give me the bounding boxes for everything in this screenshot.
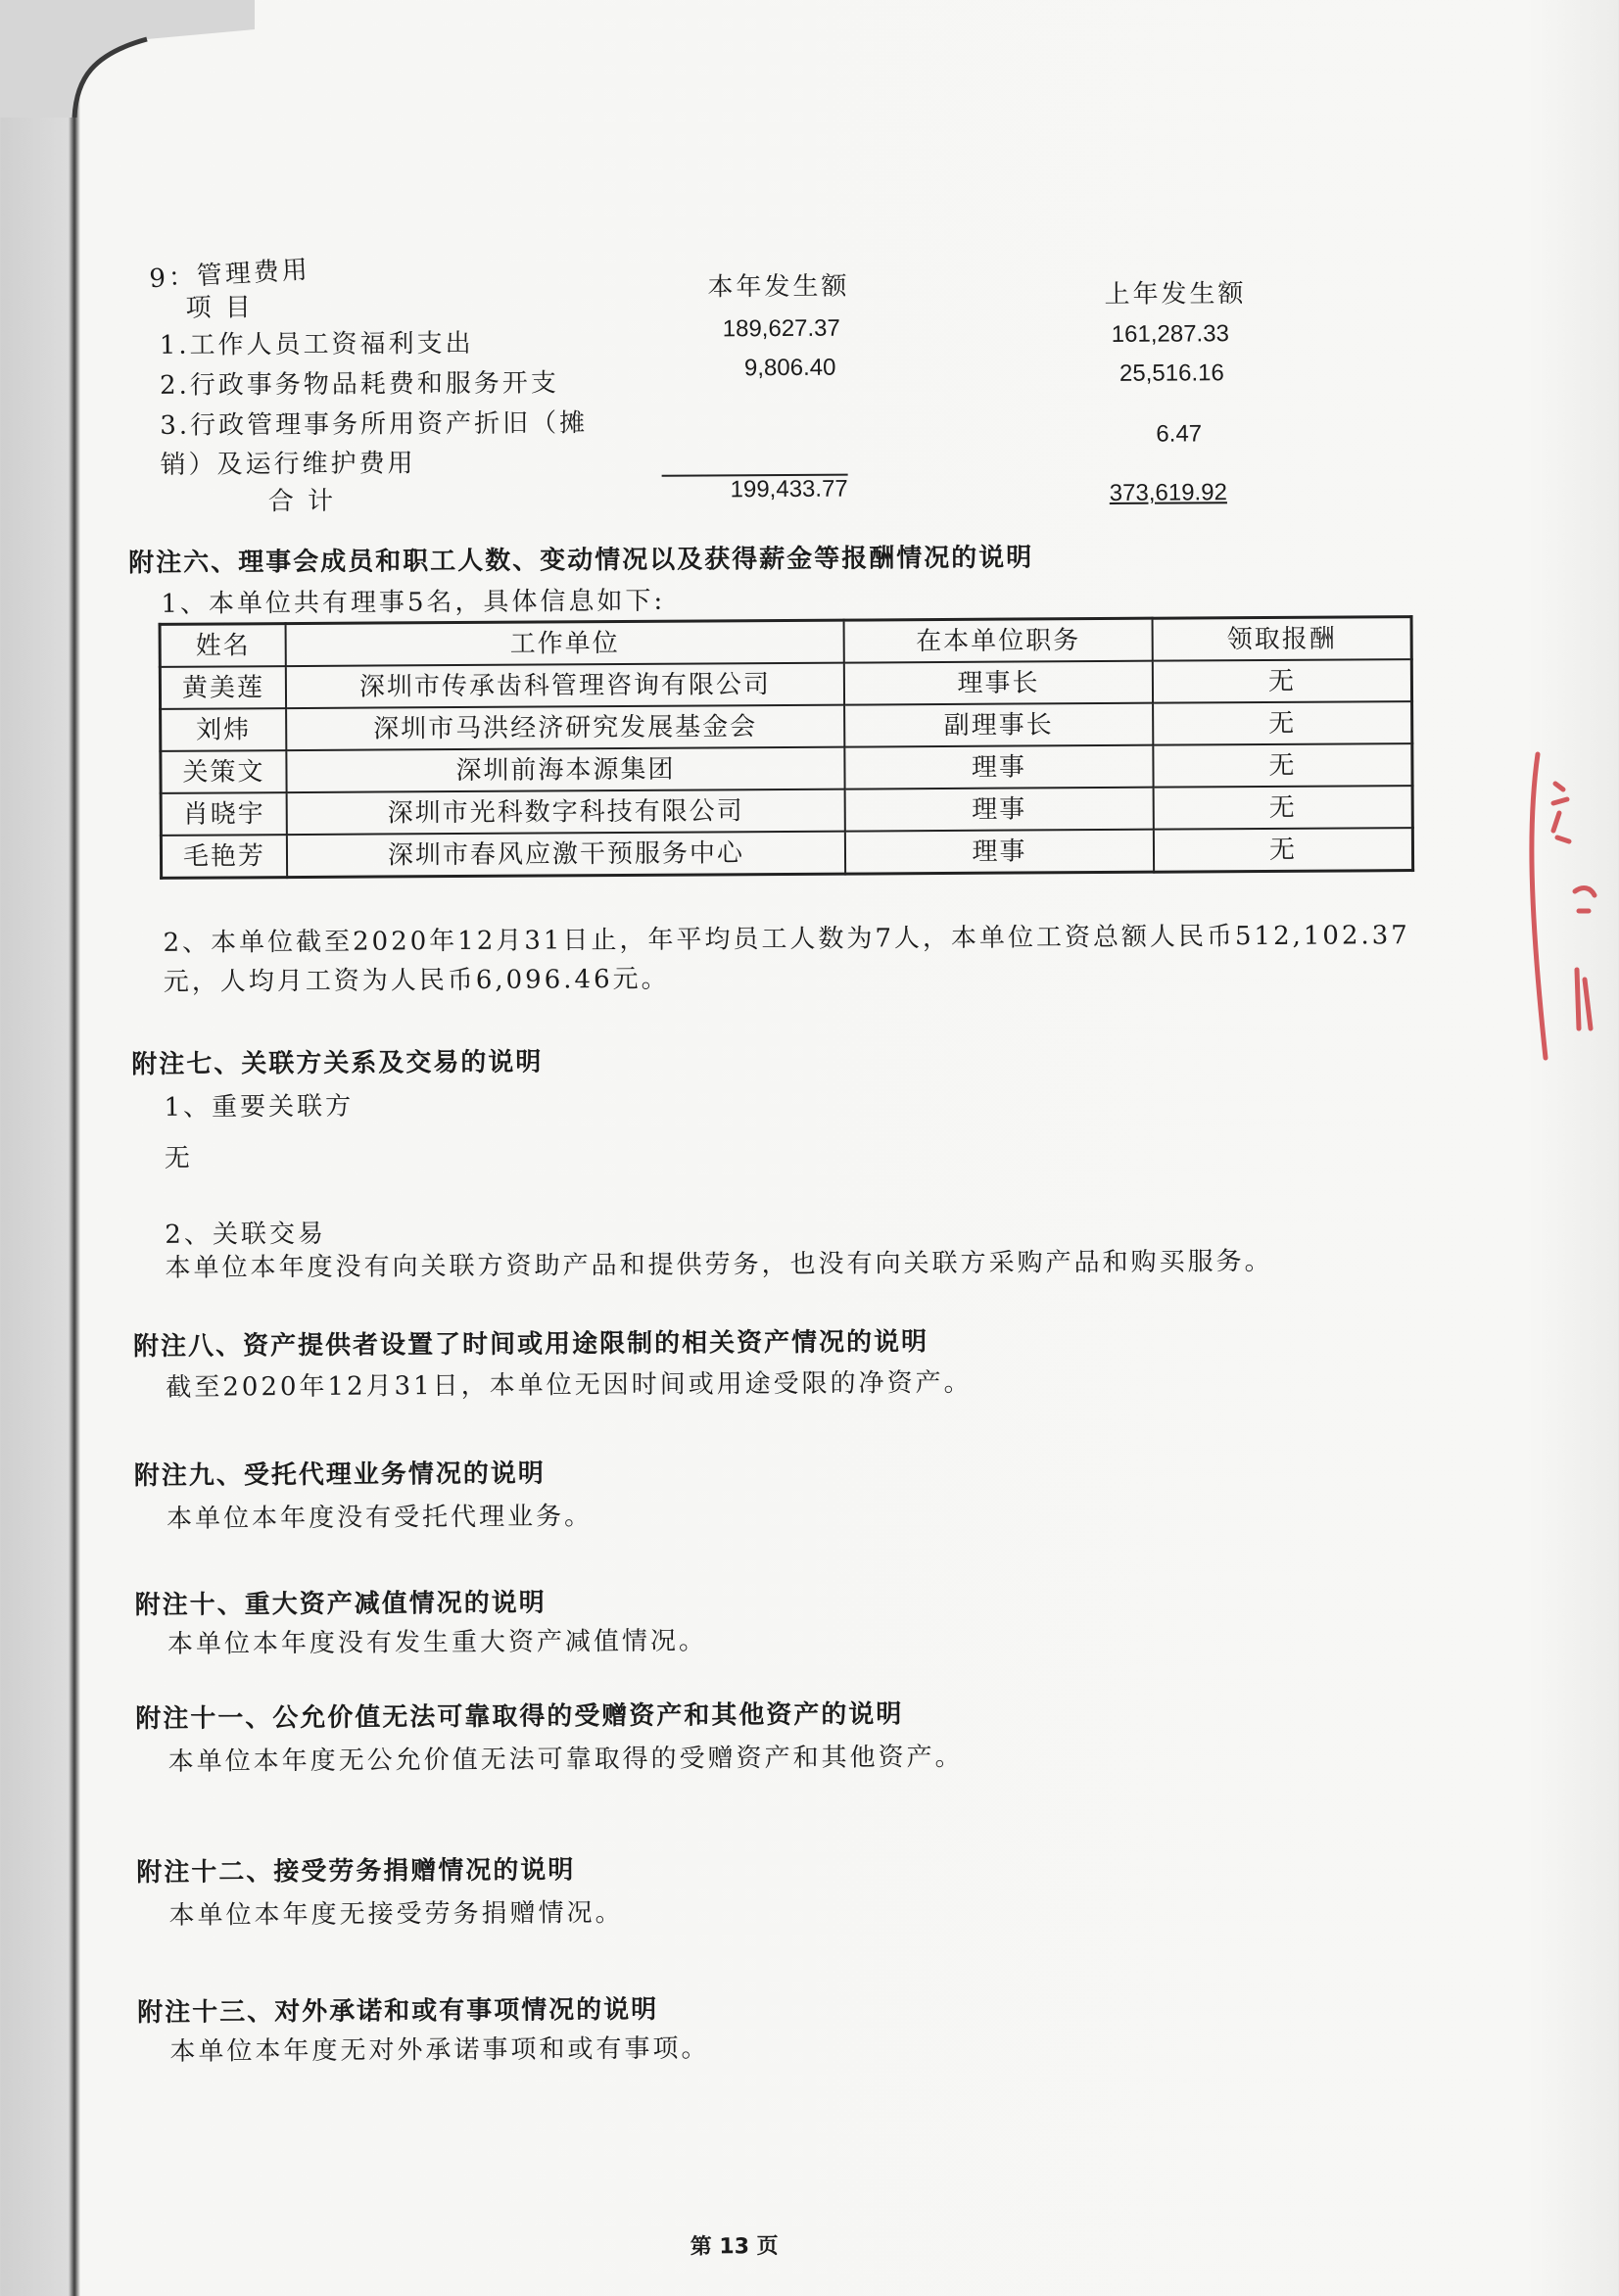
director-unit: 深圳市春风应激干预服务中心 <box>287 832 845 878</box>
director-paid: 无 <box>1153 743 1412 788</box>
note9-row3-item-line1: 3.行政管理事务所用资产折旧（摊 <box>160 408 589 441</box>
note8-heading: 附注八、资产提供者设置了时间或用途限制的相关资产情况的说明 <box>132 1327 929 1363</box>
note6-intro: 1、本单位共有理事5名，具体信息如下: <box>161 586 666 619</box>
director-paid: 无 <box>1153 659 1412 703</box>
note9-total-current: 199,433.77 <box>662 474 848 505</box>
header-name: 姓名 <box>160 624 286 667</box>
note9-row3-item-line2: 销）及运行维护费用 <box>160 449 416 480</box>
table-header-row <box>160 617 1411 667</box>
director-role: 副理事长 <box>844 703 1153 747</box>
director-role: 理事 <box>845 788 1154 832</box>
note6-heading: 附注六、理事会成员和职工人数、变动情况以及获得薪金等报酬情况的说明 <box>128 543 1034 579</box>
note7-sub1: 1、重要关联方 <box>164 1091 355 1123</box>
note9-total-label: 合 计 <box>267 486 337 517</box>
director-unit: 深圳市光科数字科技有限公司 <box>287 789 845 835</box>
director-paid: 无 <box>1154 786 1413 830</box>
note12-heading: 附注十二、接受劳务捐赠情况的说明 <box>136 1855 576 1889</box>
header-paid: 领取报酬 <box>1153 617 1412 661</box>
note9-col-item: 项 目 <box>185 293 254 323</box>
director-role: 理事 <box>845 830 1154 874</box>
note9-total-previous: 373,619.92 <box>1109 479 1227 506</box>
note11-text: 本单位本年度无公允价值无法可靠取得的受赠资产和其他资产。 <box>167 1742 964 1777</box>
red-seal-stamp <box>1516 744 1619 1068</box>
note9-col-previous: 上年发生额 <box>1104 279 1247 310</box>
note7-sub2: 2、关联交易 <box>165 1219 326 1250</box>
note6-staff-line1: 2、本单位截至2020年12月31日止，年平均员工人数为7人，本单位工资总额人民币512,102.37 <box>163 921 1410 958</box>
table-row <box>161 828 1412 878</box>
note9-row2-current: 9,806.40 <box>743 354 836 382</box>
note9-row3-previous: 6.47 <box>1156 420 1203 448</box>
directors-table <box>159 615 1415 880</box>
director-unit: 深圳市传承齿科管理咨询有限公司 <box>286 663 844 708</box>
note9-row1-item: 1.工作人员工资福利支出 <box>159 328 474 360</box>
note11-heading: 附注十一、公允价值无法可靠取得的受赠资产和其他资产的说明 <box>135 1699 904 1735</box>
note10-text: 本单位本年度没有发生重大资产减值情况。 <box>167 1626 708 1659</box>
note12-text: 本单位本年度无接受劳务捐赠情况。 <box>168 1898 624 1931</box>
director-name: 刘炜 <box>161 708 287 751</box>
director-unit: 深圳市马洪经济研究发展基金会 <box>286 705 844 750</box>
note9-row1-current: 189,627.37 <box>722 314 840 343</box>
note9-row2-previous: 25,516.16 <box>1119 359 1224 387</box>
note10-heading: 附注十、重大资产减值情况的说明 <box>134 1588 547 1621</box>
director-role: 理事长 <box>844 661 1153 705</box>
note9-col-current: 本年发生额 <box>707 271 850 303</box>
director-name: 关策文 <box>161 750 287 793</box>
note7-heading: 附注七、关联方关系及交易的说明 <box>131 1047 544 1080</box>
note6-staff-line2: 元，人均月工资为人民币6,096.46元。 <box>163 964 670 997</box>
director-paid: 无 <box>1153 701 1412 745</box>
director-name: 毛艳芳 <box>161 835 287 878</box>
director-name: 黄美莲 <box>160 666 286 709</box>
note7-sub2-text: 本单位本年度没有向关联方资助产品和提供劳务，也没有向关联方采购产品和购买服务。 <box>165 1246 1273 1283</box>
note7-sub1-text: 无 <box>164 1143 193 1173</box>
note9-row2-item: 2.行政事务物品耗费和服务开支 <box>159 368 559 401</box>
header-role: 在本单位职务 <box>844 618 1153 662</box>
note9-heading: 9：管理费用 <box>148 255 311 295</box>
note13-text: 本单位本年度无对外承诺事项和或有事项。 <box>169 2033 710 2067</box>
director-name: 肖晓宇 <box>161 792 287 836</box>
note9-row1-previous: 161,287.33 <box>1111 320 1229 348</box>
director-paid: 无 <box>1154 828 1413 872</box>
note9b-heading: 附注九、受托代理业务情况的说明 <box>133 1459 546 1492</box>
note8-text: 截至2020年12月31日，本单位无因时间或用途受限的净资产。 <box>166 1367 973 1403</box>
director-unit: 深圳前海本源集团 <box>286 747 844 792</box>
page-number: 第 13 页 <box>690 2234 779 2260</box>
director-role: 理事 <box>844 745 1153 789</box>
header-unit: 工作单位 <box>286 620 844 666</box>
note13-heading: 附注十三、对外承诺和或有事项情况的说明 <box>137 1994 659 2029</box>
note9b-text: 本单位本年度没有受托代理业务。 <box>167 1502 594 1534</box>
